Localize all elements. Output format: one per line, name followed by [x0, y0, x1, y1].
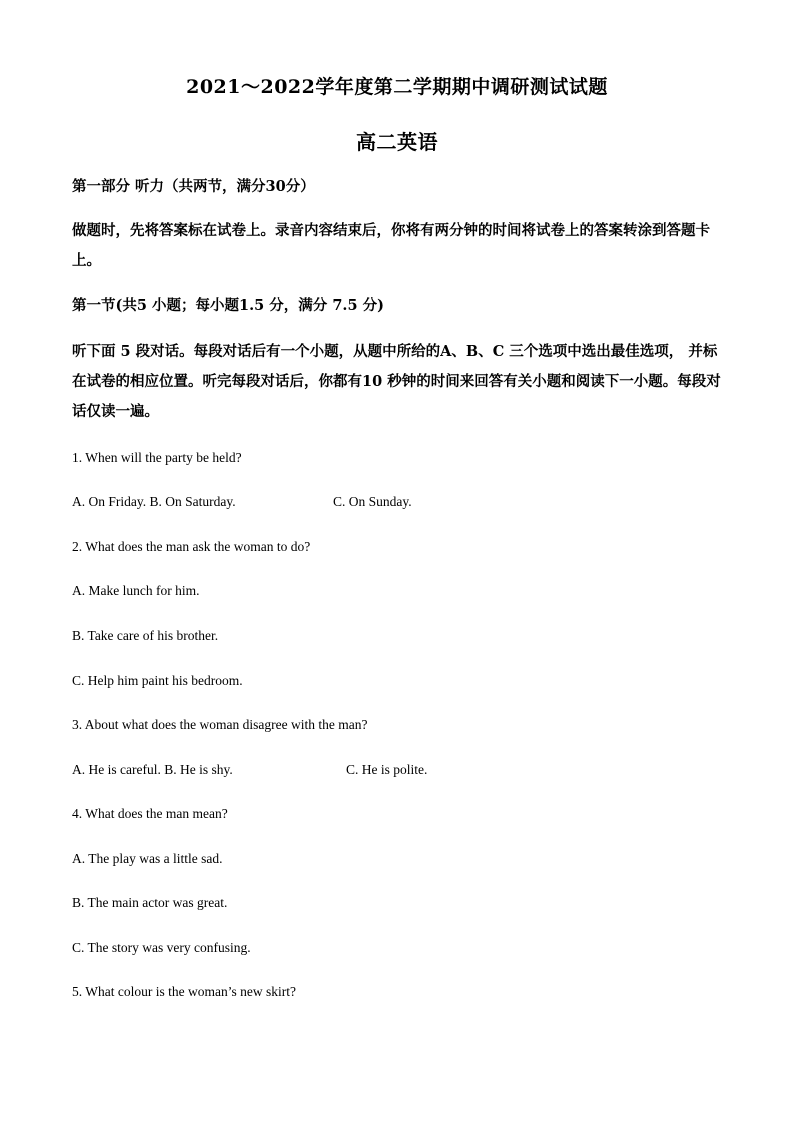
exam-subject: 高二英语	[356, 130, 438, 154]
option-c: C. The story was very confusing.	[72, 940, 251, 955]
option-c: C. On Sunday.	[333, 494, 412, 509]
option-c: C. He is polite.	[346, 762, 428, 777]
exam-title: 2021～2022学年度第二学期期中调研测试试题	[186, 76, 608, 98]
option-b: B. Take care of his brother.	[72, 628, 219, 643]
part1-instructions: 做题时，先将答案标在试卷上。录音内容结束后，你将有两分钟的时间将试卷上的答案转涂到答题卡上。	[72, 222, 710, 269]
option-c: C. Help him paint his bedroom.	[72, 673, 243, 688]
section1-instructions: 听下面 5 段对话。每段对话后有一个小题，从题中所给的A、B、C 三个选项中选出最佳选项， 并标在试卷的相应位置。听完每段对话后，你都有10 秒钟的时间来回答有关小题和阅读下一小题。每段对话仅读一遍。	[72, 343, 721, 420]
option-a: A. Make lunch for him.	[72, 583, 200, 598]
option-a: A. The play was a little sad.	[72, 851, 223, 866]
question-stem: 4. What does the man mean?	[72, 806, 228, 821]
option-ab: A. He is careful. B. He is shy.	[72, 762, 233, 777]
option-ab: A. On Friday. B. On Saturday.	[72, 494, 236, 509]
question-stem: 1. When will the party be held?	[72, 450, 242, 465]
question-stem: 2. What does the man ask the woman to do?	[72, 539, 311, 554]
option-b: B. The main actor was great.	[72, 895, 228, 910]
question-stem: 5. What colour is the woman’s new skirt?	[72, 984, 296, 999]
section1-heading: 第一节(共5 小题；每小题1.5 分，满分 7.5 分)	[72, 297, 384, 314]
question-stem: 3. About what does the woman disagree with the man?	[72, 717, 368, 732]
part1-heading: 第一部分 听力（共两节，满分30分）	[72, 178, 315, 195]
